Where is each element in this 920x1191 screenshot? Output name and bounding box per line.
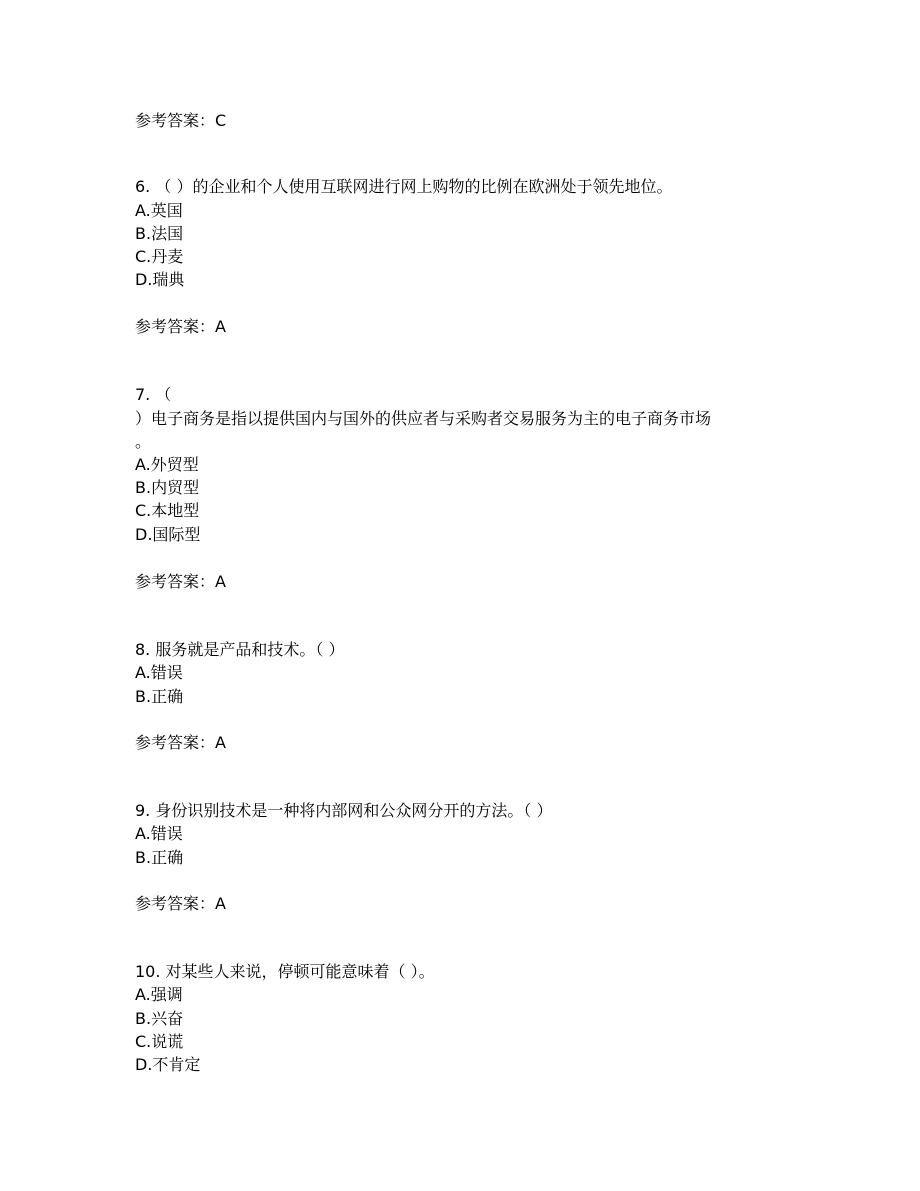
option-a: A.强调: [135, 985, 183, 1004]
answer-prev: 参考答案：C: [135, 111, 227, 130]
option-b: B.正确: [135, 687, 184, 706]
option-b: B.兴奋: [135, 1009, 184, 1028]
question-text: ）电子商务是指以提供国内与国外的供应者与采购者交易服务为主的电子商务市场: [135, 409, 712, 428]
question-text: 9. 身份识别技术是一种将内部网和公众网分开的方法。（ ）: [135, 801, 553, 820]
option-c: C.说谎: [135, 1032, 184, 1051]
option-b: B.法国: [135, 224, 184, 243]
question-text: 7. （: [135, 385, 172, 404]
question-text: 8. 服务就是产品和技术。（ ）: [135, 640, 345, 659]
answer: 参考答案：A: [135, 572, 226, 591]
option-b: B.内贸型: [135, 478, 200, 497]
option-a: A.错误: [135, 824, 183, 843]
answer: 参考答案：A: [135, 894, 226, 913]
option-d: D.瑞典: [135, 270, 185, 289]
question-text: 10. 对某些人来说，停顿可能意味着（ ）。: [135, 962, 435, 981]
option-a: A.英国: [135, 201, 183, 220]
answer: 参考答案：A: [135, 317, 226, 336]
option-c: C.丹麦: [135, 247, 184, 266]
answer: 参考答案：A: [135, 733, 226, 752]
question-text: 6. （ ）的企业和个人使用互联网进行网上购物的比例在欧洲处于领先地位。: [135, 177, 673, 196]
option-b: B.正确: [135, 848, 184, 867]
option-d: D.国际型: [135, 525, 201, 544]
option-a: A.错误: [135, 663, 183, 682]
option-a: A.外贸型: [135, 455, 199, 474]
option-d: D.不肯定: [135, 1055, 201, 1074]
question-text: 。: [135, 432, 152, 451]
option-c: C.本地型: [135, 501, 200, 520]
